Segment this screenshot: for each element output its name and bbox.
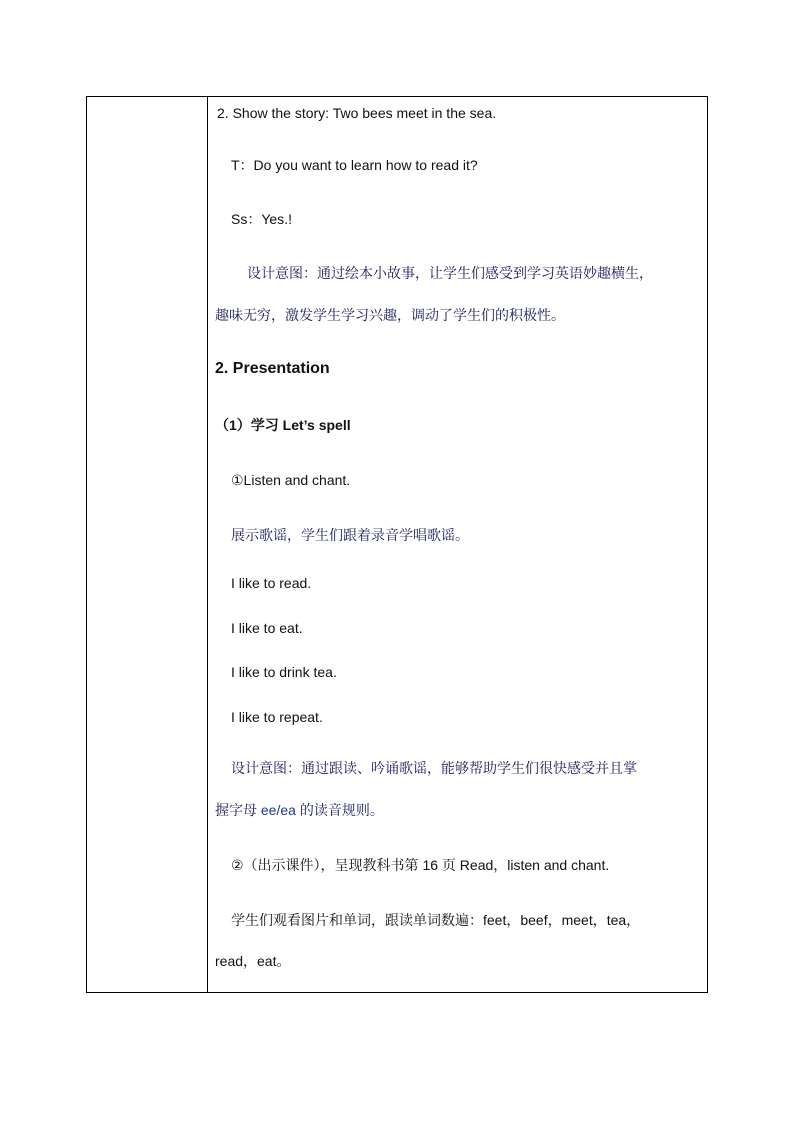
word-practice-b: read，eat。 bbox=[215, 953, 291, 969]
letters-ee-ea: ee/ea bbox=[260, 802, 296, 818]
teacher-line: T：Do you want to learn how to read it? bbox=[231, 157, 478, 173]
students-line: Ss：Yes.! bbox=[231, 211, 292, 227]
column-divider bbox=[207, 97, 208, 992]
step-listen-chant: ①Listen and chant. bbox=[231, 472, 351, 488]
word-practice-a: 学生们观看图片和单词，跟读单词数遍：feet，beef，meet，tea， bbox=[231, 912, 641, 928]
section-heading-presentation: 2. Presentation bbox=[215, 360, 330, 377]
step-textbook-page: ②（出示课件），呈现教科书第 16 页 Read，listen and chant. bbox=[231, 857, 610, 873]
subsection-lets-spell: （1）学习 Let’s spell bbox=[215, 417, 351, 433]
design-intent-1b: 趣味无穷，激发学生学习兴趣，调动了学生们的积极性。 bbox=[215, 307, 565, 323]
lesson-table bbox=[86, 96, 708, 993]
chant-line-3: I like to drink tea. bbox=[231, 664, 337, 680]
chant-line-1: I like to read. bbox=[231, 575, 312, 591]
design-intent-2a: 设计意图：通过跟读、吟诵歌谣，能够帮助学生们很快感受并且掌 bbox=[231, 760, 637, 776]
story-step: 2. Show the story: Two bees meet in the sea. bbox=[217, 105, 497, 121]
chant-line-4: I like to repeat. bbox=[231, 709, 323, 725]
chant-line-2: I like to eat. bbox=[231, 620, 303, 636]
chant-instruction: 展示歌谣，学生们跟着录音学唱歌谣。 bbox=[231, 527, 469, 543]
design-intent-1a: 设计意图：通过绘本小故事，让学生们感受到学习英语妙趣横生， bbox=[247, 265, 653, 281]
design-intent-2b: 握字母 ee/ea 的读音规则。 bbox=[215, 802, 384, 818]
